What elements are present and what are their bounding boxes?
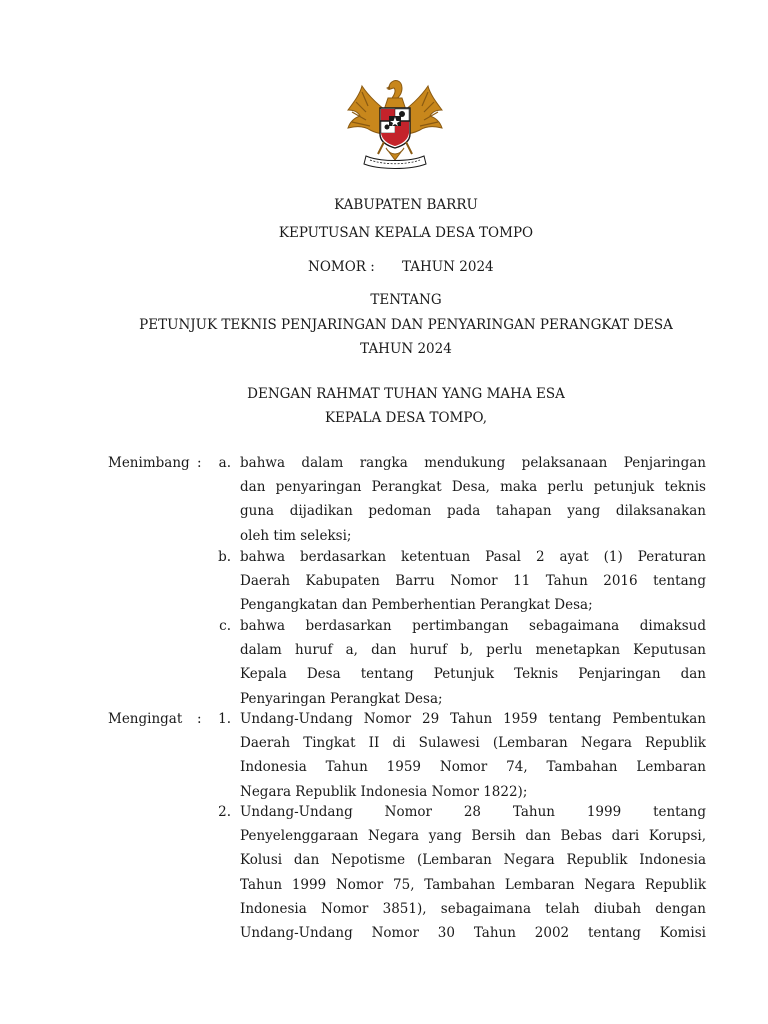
subject-line-2: TAHUN 2024 (360, 341, 452, 357)
subject-line-1: PETUNJUK TEKNIS PENJARINGAN DAN PENYARINGAN PERANGKAT DESA (139, 317, 673, 333)
menimbang-item-c-marker: c. (219, 618, 231, 634)
text-line: dalam huruf a, dan huruf b, perlu menetapkan Keputusan (240, 642, 706, 659)
mengingat-item-1-marker: 1. (218, 711, 231, 727)
text-line: oleh tim seleksi; (240, 527, 352, 544)
garuda-pancasila-emblem (340, 76, 450, 176)
text-line: Kepala Desa tentang Petunjuk Teknis Penjaringan dan (240, 666, 706, 683)
text-line: Kolusi dan Nepotisme (Lembaran Negara Republik Indonesia (240, 852, 706, 869)
mengingat-item-1 (240, 707, 706, 804)
text-line: Daerah Tingkat II di Sulawesi (Lembaran Negara Republik (240, 735, 706, 752)
menimbang-item-a (240, 451, 706, 548)
number-label: NOMOR : (308, 259, 375, 275)
about-heading: TENTANG (370, 292, 442, 308)
menimbang-colon: : (197, 455, 202, 471)
text-line: Penyaringan Perangkat Desa; (240, 690, 443, 707)
text-line: Negara Republik Indonesia Nomor 1822); (240, 783, 528, 800)
blessing-line: DENGAN RAHMAT TUHAN YANG MAHA ESA (247, 386, 565, 402)
menimbang-item-a-marker: a. (218, 455, 231, 471)
menimbang-label: Menimbang (108, 455, 190, 471)
text-line: Penyelenggaraan Negara yang Bersih dan Bebas dari Korupsi, (240, 828, 706, 845)
official-title: KEPALA DESA TOMPO, (324, 410, 488, 426)
text-line: Pengangkatan dan Pemberhentian Perangkat Desa; (240, 597, 593, 614)
menimbang-item-c (240, 614, 706, 711)
text-line: Undang-Undang Nomor 28 Tahun 1999 tentang (240, 804, 706, 820)
text-line: guna dijadikan pedoman pada tahapan yang dilaksanakan (240, 503, 706, 520)
mengingat-item-2-marker: 2. (218, 804, 231, 820)
text-line: Undang-Undang Nomor 30 Tahun 2002 tentang Komisi (240, 924, 706, 941)
mengingat-item-2 (240, 800, 706, 945)
menimbang-item-b (240, 545, 706, 618)
text-line: Indonesia Tahun 1959 Nomor 74, Tambahan Lembaran (240, 759, 706, 776)
mengingat-label: Mengingat (108, 711, 183, 727)
text-line: Undang-Undang Nomor 29 Tahun 1959 tentang Pembentukan (240, 711, 706, 727)
text-line: Tahun 1999 Nomor 75, Tambahan Lembaran Negara Republik (240, 876, 706, 893)
text-line: bahwa berdasarkan pertimbangan sebagaimana dimaksud (240, 618, 706, 634)
text-line: dan penyaringan Perangkat Desa, maka perlu petunjuk teknis (240, 479, 706, 496)
text-line: bahwa berdasarkan ketentuan Pasal 2 ayat (1) Peraturan (240, 549, 706, 565)
mengingat-colon: : (197, 711, 202, 727)
text-line: Indonesia Nomor 3851), sebagaimana telah diubah dengan (240, 900, 706, 917)
text-line: bahwa dalam rangka mendukung pelaksanaan Penjaringan (240, 455, 706, 471)
regency-title: KABUPATEN BARRU (334, 197, 478, 213)
year-label: TAHUN 2024 (402, 259, 494, 275)
text-line: Daerah Kabupaten Barru Nomor 11 Tahun 2016 tentang (240, 573, 706, 590)
decree-title: KEPUTUSAN KEPALA DESA TOMPO (278, 225, 534, 241)
menimbang-item-b-marker: b. (218, 549, 231, 565)
